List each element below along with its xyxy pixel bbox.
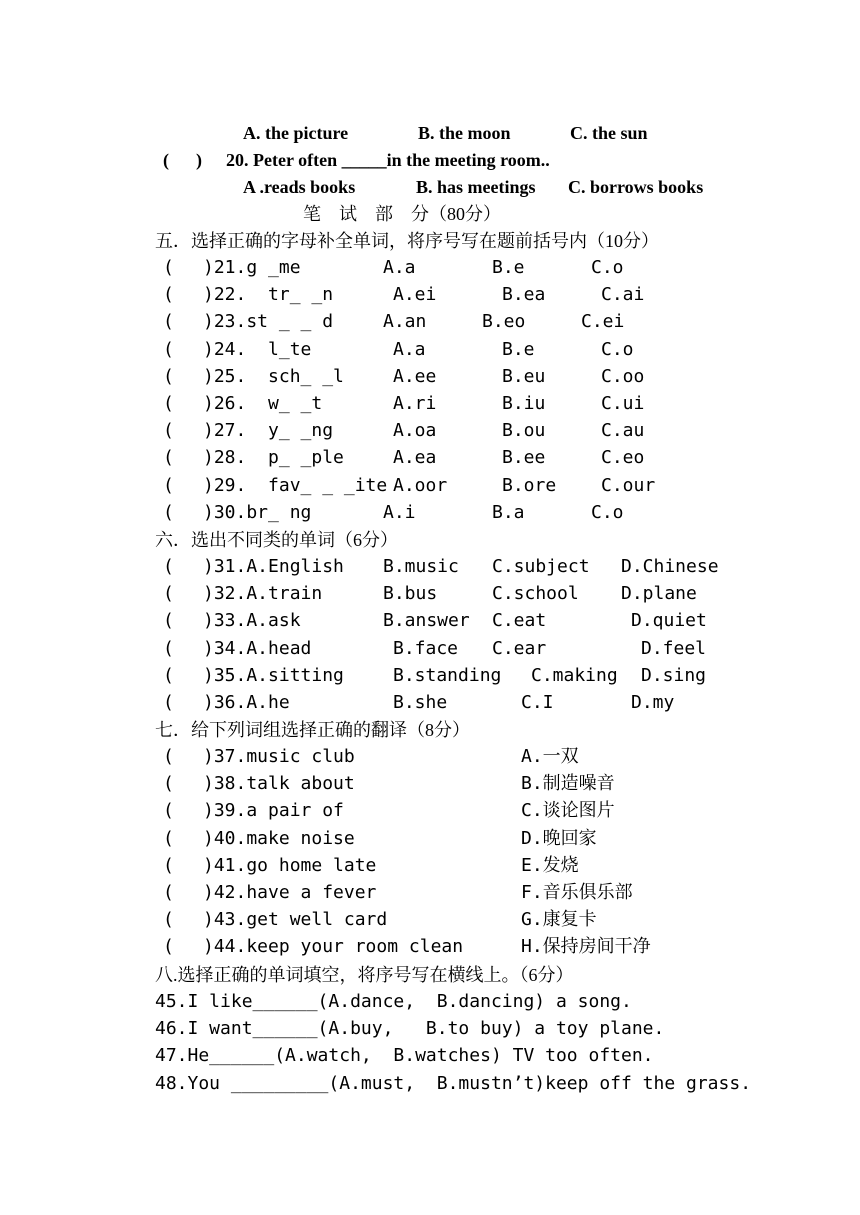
option-b: B.eo — [482, 311, 526, 333]
option-c: C.ear — [492, 637, 547, 659]
translation-option: A.一双 — [521, 746, 579, 767]
translation-option: C.谈论图片 — [521, 800, 615, 822]
option-c: C.oo — [601, 365, 645, 387]
question-stem: )35.A.sitting — [203, 664, 344, 686]
option-a: A.i — [383, 501, 416, 523]
answer-paren-open[interactable]: ( — [163, 664, 174, 686]
q20-option-b: B. has meetings — [416, 177, 536, 197]
question-stem: )26. w_ _t — [203, 393, 323, 414]
fill-in-question: 48.You _________(A.must, B.mustn’t)keep off the grass. — [155, 1072, 752, 1094]
option-b: B.ea — [502, 284, 546, 306]
answer-paren-open[interactable]: ( — [163, 338, 174, 360]
option-d: D.quiet — [631, 610, 707, 632]
q19-option-c: C. the sun — [570, 123, 648, 143]
option-d: D.plane — [621, 583, 697, 605]
section-5-title: 五．选择正确的字母补全单词，将序号写在题前括号内（10分） — [155, 231, 659, 251]
answer-paren-open[interactable]: ( — [163, 257, 174, 278]
option-a: A.ri — [393, 393, 437, 414]
q20-option-a: A .reads books — [243, 177, 356, 197]
option-c: C.o — [591, 257, 624, 278]
phrase: )40.make noise — [203, 827, 355, 849]
option-c: C.eat — [492, 610, 547, 632]
option-c: C.ei — [581, 311, 625, 333]
answer-paren-open[interactable]: ( — [163, 773, 174, 795]
answer-paren-open[interactable]: ( — [163, 583, 174, 605]
translation-option: E.发烧 — [521, 854, 579, 876]
section-7-title: 七．给下列词组选择正确的翻译（8分） — [155, 720, 470, 740]
question-stem: )27. y_ _ng — [203, 420, 334, 442]
answer-paren-open[interactable]: ( — [163, 854, 174, 876]
question-stem: )22. tr_ _n — [203, 284, 334, 306]
answer-paren-open[interactable]: ( — [163, 474, 174, 496]
option-c: C.school — [492, 583, 579, 605]
option-b: B.answer — [383, 610, 470, 632]
answer-paren-open[interactable]: ( — [163, 420, 174, 442]
option-c: C.ui — [601, 393, 645, 414]
phrase: )37.music club — [203, 746, 355, 767]
question-stem: )34.A.head — [203, 637, 312, 659]
question-stem: )24. l_te — [203, 338, 312, 360]
question-stem: )36.A.he — [203, 692, 290, 713]
answer-paren-open[interactable]: ( — [163, 936, 174, 958]
option-a: A.oor — [393, 474, 448, 496]
option-b: B.a — [492, 501, 525, 523]
phrase: )39.a pair of — [203, 800, 344, 822]
option-a: A.oa — [393, 420, 437, 442]
phrase: )42.have a fever — [203, 882, 377, 903]
answer-paren-open[interactable]: ( — [163, 284, 174, 306]
answer-paren-open[interactable]: ( — [163, 637, 174, 659]
option-b: B.ou — [502, 420, 546, 442]
option-c: C.au — [601, 420, 645, 442]
option-c: C.our — [601, 474, 656, 496]
option-d: D.my — [631, 692, 675, 713]
option-a: A.a — [383, 257, 416, 278]
question-stem: )25. sch_ _l — [203, 365, 344, 387]
translation-option: D.晚回家 — [521, 827, 597, 849]
fill-in-question: 47.He______(A.watch, B.watches) TV too often. — [155, 1045, 654, 1067]
phrase: )43.get well card — [203, 909, 388, 931]
question-stem: )32.A.train — [203, 583, 323, 605]
question-stem: )21.g _me — [203, 257, 301, 278]
option-c: C.ai — [601, 284, 645, 306]
fill-in-question: 45.I like______(A.dance, B.dancing) a song. — [155, 991, 632, 1012]
option-b: B.e — [502, 338, 535, 360]
option-b: B.she — [393, 692, 448, 713]
option-c: C.making — [531, 664, 618, 686]
answer-paren-open[interactable]: ( — [163, 556, 174, 577]
option-b: B.eu — [502, 365, 546, 387]
phrase: )41.go home late — [203, 854, 377, 876]
option-a: A.ea — [393, 447, 437, 469]
option-a: A.a — [393, 338, 426, 360]
phrase: )44.keep your room clean — [203, 936, 464, 958]
option-c: C.eo — [601, 447, 645, 469]
q20-option-c: C. borrows books — [568, 177, 704, 197]
answer-paren-open[interactable]: ( — [163, 746, 174, 767]
option-c: C.o — [601, 338, 634, 360]
translation-option: B.制造噪音 — [521, 773, 615, 795]
option-d: D.sing — [641, 664, 707, 686]
option-c: C.I — [521, 692, 554, 713]
translation-option: H.保持房间干净 — [521, 936, 651, 958]
answer-paren-open[interactable]: ( — [163, 365, 174, 387]
answer-paren-open[interactable]: ( — [163, 501, 174, 523]
option-a: A.an — [383, 311, 427, 333]
option-c: C.subject — [492, 556, 590, 577]
answer-paren-open[interactable]: ( — [163, 447, 174, 469]
question-stem: )31.A.English — [203, 556, 344, 577]
option-b: B.ore — [502, 474, 557, 496]
option-b: B.bus — [383, 583, 438, 605]
translation-option: F.音乐俱乐部 — [521, 882, 633, 903]
answer-paren-open[interactable]: ( — [163, 827, 174, 849]
option-a: A.ee — [393, 365, 437, 387]
answer-paren-open[interactable]: ( — [163, 393, 174, 414]
option-a: A.ei — [393, 284, 437, 306]
answer-paren-open[interactable]: ( — [163, 311, 174, 333]
option-b: B.face — [393, 637, 459, 659]
q19-option-b: B. the moon — [418, 123, 511, 143]
section-8-title: 八.选择正确的单词填空，将序号写在横线上。（6分） — [155, 965, 574, 985]
question-stem: )28. p_ _ple — [203, 447, 344, 469]
answer-paren-open[interactable]: ( — [163, 800, 174, 822]
option-d: D.feel — [641, 637, 707, 659]
option-b: B.standing — [393, 664, 502, 686]
written-section-header: 笔 试 部 分（80分） — [303, 204, 501, 224]
option-b: B.ee — [502, 447, 546, 469]
q20-question: 20. Peter often _____in the meeting room.. — [226, 150, 550, 170]
question-stem: )33.A.ask — [203, 610, 301, 632]
question-stem: )29. fav_ _ _ite — [203, 474, 388, 496]
translation-option: G.康复卡 — [521, 909, 597, 931]
question-stem: )30.br_ ng — [203, 501, 312, 523]
option-d: D.Chinese — [621, 556, 719, 577]
fill-in-question: 46.I want______(A.buy, B.to buy) a toy plane. — [155, 1018, 665, 1040]
answer-paren-open[interactable]: ( — [163, 882, 174, 903]
q19-option-a: A. the picture — [243, 123, 349, 143]
answer-paren-open[interactable]: ( — [163, 909, 174, 931]
option-b: B.music — [383, 556, 459, 577]
phrase: )38.talk about — [203, 773, 355, 795]
question-stem: )23.st _ _ d — [203, 311, 334, 333]
q20-answer-paren[interactable]: ( ) — [163, 150, 202, 170]
option-b: B.iu — [502, 393, 546, 414]
answer-paren-open[interactable]: ( — [163, 610, 174, 632]
option-b: B.e — [492, 257, 525, 278]
section-6-title: 六．选出不同类的单词（6分） — [155, 530, 398, 550]
answer-paren-open[interactable]: ( — [163, 692, 174, 713]
option-c: C.o — [591, 501, 624, 523]
